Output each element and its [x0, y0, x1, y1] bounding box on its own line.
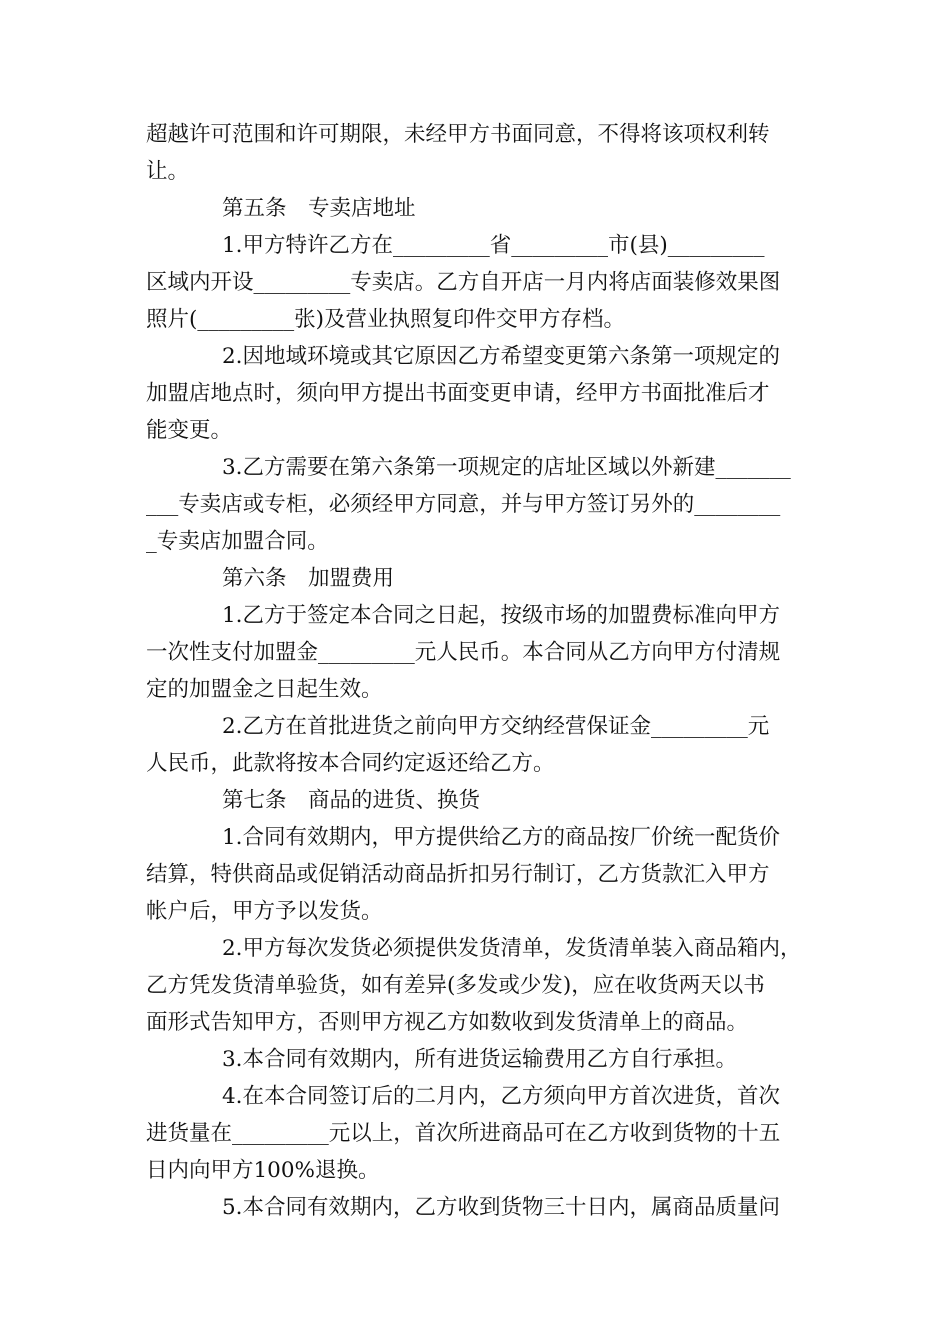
- text-line: _专卖店加盟合同。: [146, 529, 329, 554]
- text-line: 让。: [146, 159, 190, 184]
- text-line: 3.本合同有效期内，所有进货运输费用乙方自行承担。: [222, 1047, 738, 1072]
- text-line: 5.本合同有效期内，乙方收到货物三十日内，属商品质量问: [222, 1195, 781, 1220]
- text-line: 2.因地域环境或其它原因乙方希望变更第六条第一项规定的: [222, 344, 781, 369]
- text-line: 人民币，此款将按本合同约定返还给乙方。: [146, 751, 555, 776]
- text-line: ___专卖店或专柜，必须经甲方同意，并与甲方签订另外的________: [146, 492, 781, 517]
- text-line: 1.合同有效期内，甲方提供给乙方的商品按厂价统一配货价: [222, 825, 781, 850]
- text-line: 一次性支付加盟金_________元人民币。本合同从乙方向甲方付清规: [146, 640, 781, 665]
- text-line: 能变更。: [146, 418, 233, 443]
- text-line: 进货量在_________元以上，首次所进商品可在乙方收到货物的十五: [146, 1121, 781, 1146]
- text-line: 帐户后，甲方予以发货。: [146, 899, 383, 924]
- text-line: 结算，特供商品或促销活动商品折扣另行制订，乙方货款汇入甲方: [146, 862, 770, 887]
- text-line: 1.甲方特许乙方在_________省_________市(县)_________: [222, 233, 765, 258]
- text-line: 第六条 加盟费用: [222, 566, 395, 591]
- text-line: 第七条 商品的进货、换货: [222, 788, 481, 813]
- text-line: 第五条 专卖店地址: [222, 196, 416, 221]
- text-line: 乙方凭发货清单验货，如有差异(多发或少发)，应在收货两天以书: [146, 973, 765, 998]
- text-line: 定的加盟金之日起生效。: [146, 677, 383, 702]
- text-line: 4.在本合同签订后的二月内，乙方须向甲方首次进货，首次: [222, 1084, 781, 1109]
- text-line: 2.甲方每次发货必须提供发货清单，发货清单装入商品箱内，: [222, 936, 802, 961]
- text-line: 加盟店地点时，须向甲方提出书面变更申请，经甲方书面批准后才: [146, 381, 770, 406]
- text-line: 面形式告知甲方，否则甲方视乙方如数收到发货清单上的商品。: [146, 1010, 749, 1035]
- text-line: 3.乙方需要在第六条第一项规定的店址区域以外新建_______: [222, 455, 791, 480]
- text-line: 区域内开设_________专卖店。乙方自开店一月内将店面装修效果图: [146, 270, 781, 295]
- document-body: [146, 116, 806, 1226]
- text-line: 照片(_________张)及营业执照复印件交甲方存档。: [146, 307, 626, 332]
- text-line: 日内向甲方100%退换。: [146, 1158, 380, 1183]
- text-line: 1.乙方于签定本合同之日起，按级市场的加盟费标准向甲方: [222, 603, 781, 628]
- text-line: 超越许可范围和许可期限，未经甲方书面同意，不得将该项权利转: [146, 122, 770, 147]
- text-line: 2.乙方在首批进货之前向甲方交纳经营保证金_________元: [222, 714, 770, 739]
